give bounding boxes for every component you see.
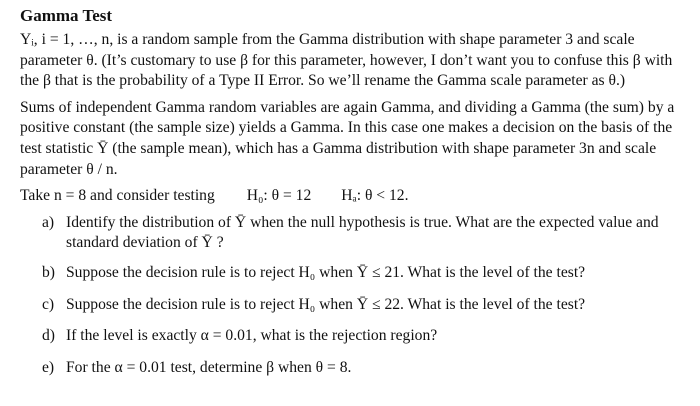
question-text: If the level is exactly α = 0.01, what is the rejection region? — [66, 327, 438, 345]
hypothesis-setup — [20, 186, 688, 207]
intro-paragraph: Yᵢ, i = 1, …, n, is a random sample from the Gamma distribution with shape parameter 3 and scale parameter θ. (It’s customary to use β for this parameter, however, I don’t want you to confuse this β with the β that is the probability of a Type II Error. So we’ll rename the Gamma scale parameter as θ.) — [20, 31, 673, 90]
question-list — [20, 213, 688, 379]
question-item — [20, 326, 688, 347]
question-label: a) — [42, 213, 55, 231]
problem-title: Gamma Test — [20, 6, 113, 25]
alternative-hypothesis: Hₐ: θ < 12. — [341, 187, 409, 205]
question-item — [20, 295, 688, 316]
question-text: Suppose the decision rule is to reject H₀ when Ȳ ≤ 21. What is the level of the test? — [66, 263, 586, 281]
gamma-sum-paragraph: Sums of independent Gamma random variables are again Gamma, and dividing a Gamma (the sum) by a positive constant (the sample size) yields a Gamma. In this case one makes a decision on the basis of the test statistic Ȳ (the sample mean), which has a Gamma distribution with shape parameter 3n and scale parameter θ / n. — [20, 98, 675, 178]
question-item — [20, 213, 688, 254]
question-label: c) — [42, 295, 55, 313]
problem-page — [20, 6, 688, 389]
question-item — [20, 263, 688, 284]
question-text: Identify the distribution of Ȳ when the null hypothesis is true. What are the expected value and standard deviation of Ȳ ? — [66, 213, 659, 252]
question-label: e) — [42, 358, 55, 376]
question-label: d) — [42, 327, 55, 345]
question-text: For the α = 0.01 test, determine β when θ = 8. — [66, 358, 352, 376]
question-label: b) — [42, 263, 55, 281]
setup-intro: Take n = 8 and consider testing — [20, 187, 215, 205]
null-hypothesis: H₀: θ = 12 — [246, 187, 312, 205]
question-item — [20, 358, 688, 379]
question-text: Suppose the decision rule is to reject H₀ when Ȳ ≤ 22. What is the level of the test? — [66, 295, 586, 313]
